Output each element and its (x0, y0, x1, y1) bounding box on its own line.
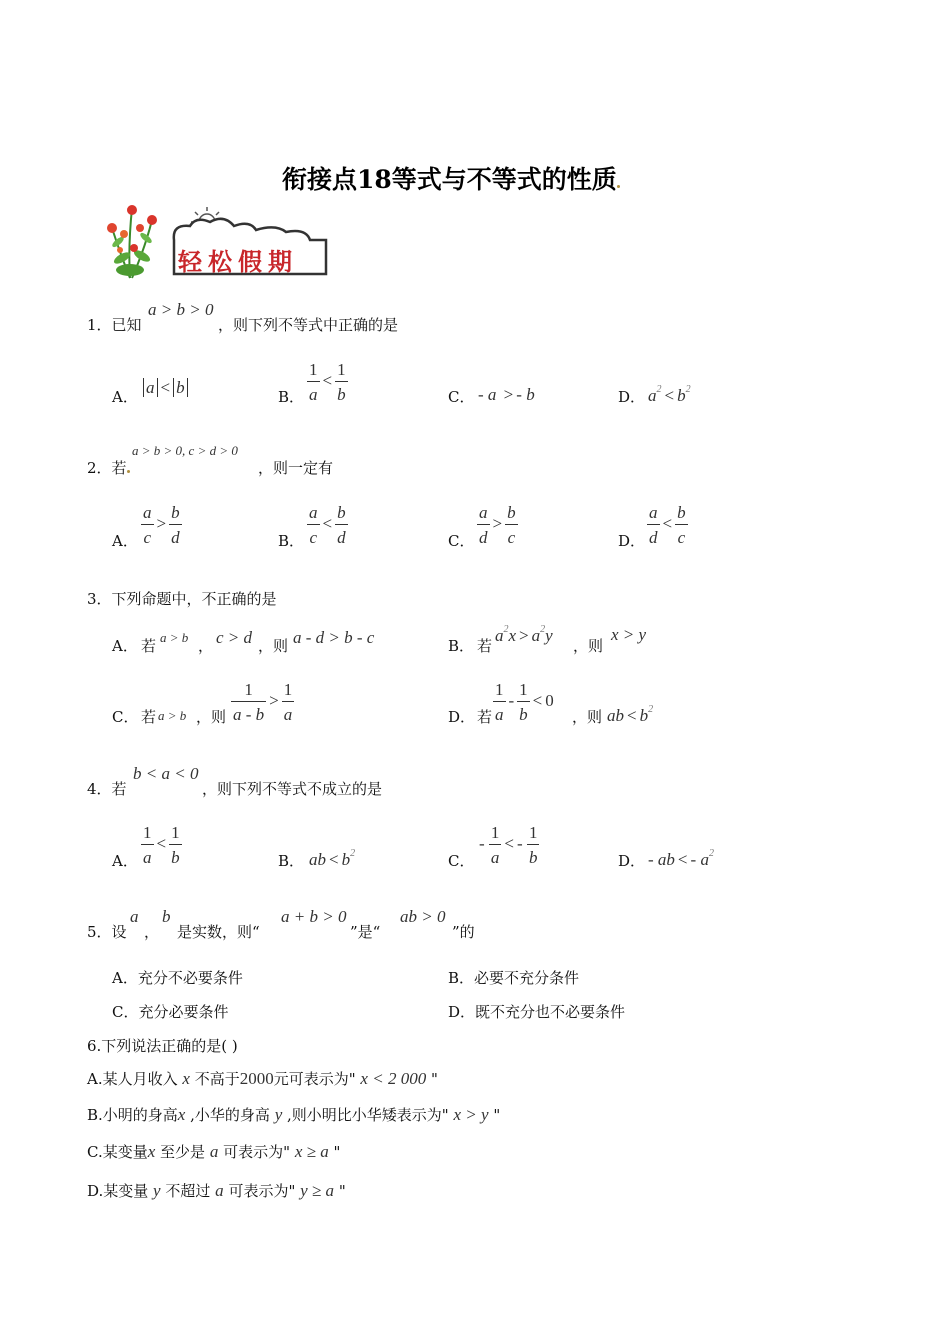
q1-option-c-expr[interactable]: - a > - b (478, 385, 535, 404)
q6-option-d[interactable]: D.某变量 y 不超过 a 可表示为" y ≥ a " (87, 1181, 346, 1200)
q3-option-c-then: ，则 (196, 708, 227, 726)
q3-option-b-cond: $a^2x > a^2y$ (495, 624, 553, 645)
holiday-banner (100, 198, 332, 280)
q2-option-c-label[interactable]: C． (448, 532, 475, 550)
q2-option-d-label[interactable]: D． (618, 532, 646, 550)
q1-option-a-label[interactable]: A． (112, 388, 138, 406)
q1-option-a-expr[interactable]: a < b (143, 378, 188, 398)
q2-option-c-expr[interactable]: $\frac{a}{d}$ > $\frac{b}{c}$ (479, 503, 516, 547)
q5-cond2: ab > 0 (400, 907, 446, 926)
q3-option-b-label[interactable]: B． (448, 637, 475, 655)
q3-option-d-then: ，则 (572, 708, 603, 726)
q5-stem-prefix: 5．设 (87, 923, 127, 941)
q2-option-b-expr[interactable]: $\frac{a}{c}$ < $\frac{b}{d}$ (309, 503, 346, 547)
q5-option-b[interactable]: B．必要不充分条件 (448, 969, 580, 987)
q2-stem-prefix: 2．若 (87, 457, 130, 478)
page-title: 衔接点18等式与不等式的性质 (282, 160, 620, 196)
q3-option-c-cond: a > b (158, 708, 187, 723)
q6-option-a[interactable]: A.某人月收入 x 不高于2000元可表示为" x < 2 000 " (87, 1069, 438, 1088)
q4-option-a-expr[interactable]: $\frac{1}{a}$ < $\frac{1}{b}$ (143, 823, 180, 867)
q5-option-a[interactable]: A．充分不必要条件 (112, 969, 243, 987)
q4-option-b-expr[interactable]: ab < $b^2$ (309, 848, 356, 869)
q4-stem-suffix: ，则下列不等式不成立的是 (202, 780, 383, 798)
q2-stem-suffix: ，则一定有 (258, 459, 334, 477)
q3-option-b-then: ，则 (573, 637, 604, 655)
q6-option-c[interactable]: C.某变量x 至少是 a 可表示为" x ≥ a " (87, 1142, 341, 1161)
q5-option-d[interactable]: D．既不充分也不必要条件 (448, 1003, 626, 1021)
q4-stem-prefix: 4．若 (87, 780, 127, 798)
q1-option-d-label[interactable]: D． (618, 388, 646, 406)
q3-option-a-cond2: c > d (216, 628, 253, 647)
q3-option-c-if: 若 (141, 708, 157, 726)
q4-option-a-label[interactable]: A． (112, 852, 138, 870)
q3-option-a-if: 若 (141, 637, 157, 655)
q6-option-b[interactable]: B.小明的身高x ,小华的身高 y ,则小明比小华矮表示为" x > y " (87, 1105, 501, 1124)
banner-text: 轻松假期 (178, 248, 298, 276)
q1-option-d-expr[interactable]: $a^2 < b^2$ (648, 384, 691, 405)
q5-comma: ， (144, 923, 160, 941)
q2-option-a-expr[interactable]: $\frac{a}{c}$ > $\frac{b}{d}$ (143, 503, 180, 547)
q4-condition: b < a < 0 (133, 764, 199, 783)
q1-option-c-label[interactable]: C． (448, 388, 475, 406)
q4-option-c-expr[interactable]: - $\frac{1}{a}$ < - $\frac{1}{b}$ (479, 823, 538, 867)
q2-option-a-label[interactable]: A． (112, 532, 138, 550)
q1-stem-suffix: ，则下列不等式中正确的是 (218, 316, 399, 334)
q4-option-d-expr[interactable]: - ab < - $a^2$ (648, 848, 714, 869)
q5-cond1: a + b > 0 (281, 907, 347, 926)
q1-stem-prefix: 1．已知 (87, 316, 142, 334)
q1-option-b-expr[interactable]: $\frac{1}{a}$ < $\frac{1}{b}$ (309, 360, 346, 404)
q6-stem: 6.下列说法正确的是( ) (87, 1037, 238, 1055)
q3-option-d-if: 若 (477, 708, 493, 726)
q3-option-c-expr: $\frac{1}{a - b}$ > $\frac{1}{a}$ (233, 680, 293, 724)
q3-option-a-expr: a - d > b - c (293, 628, 375, 647)
q3-option-b-expr: x > y (611, 625, 647, 644)
q5-option-c[interactable]: C．充分必要条件 (112, 1003, 229, 1021)
q3-stem: 3．下列命题中，不正确的是 (87, 590, 277, 608)
q5-var2: b (162, 907, 171, 926)
q5-stem-suffix: ”的 (452, 923, 475, 941)
title-dot (617, 185, 620, 188)
q4-option-b-label[interactable]: B． (278, 852, 305, 870)
q2-option-d-expr[interactable]: $\frac{a}{d}$ < $\frac{b}{c}$ (649, 503, 686, 547)
q3-option-c-label[interactable]: C． (112, 708, 139, 726)
q3-option-d-cond: $\frac{1}{a}$ - $\frac{1}{b}$ < 0 (495, 680, 554, 724)
q4-option-c-label[interactable]: C． (448, 852, 475, 870)
q5-mid: 是实数，则“ (177, 923, 260, 941)
q3-option-a-then: ，则 (258, 637, 289, 655)
q3-option-a-sep: ， (198, 637, 214, 655)
q2-condition: a > b > 0, c > d > 0 (132, 443, 238, 458)
q1-option-b-label[interactable]: B． (278, 388, 305, 406)
q3-option-b-if: 若 (477, 637, 493, 655)
q5-mid2: ”是“ (350, 923, 381, 941)
q3-option-d-expr: ab < $b^2$ (607, 704, 654, 725)
q4-option-d-label[interactable]: D． (618, 852, 646, 870)
q1-condition: a > b > 0 (148, 300, 214, 319)
q5-var1: a (130, 907, 139, 926)
q3-option-a-cond: a > b (160, 630, 189, 645)
q3-option-d-label[interactable]: D． (448, 708, 476, 726)
q3-option-a-label[interactable]: A． (112, 637, 138, 655)
q2-option-b-label[interactable]: B． (278, 532, 305, 550)
